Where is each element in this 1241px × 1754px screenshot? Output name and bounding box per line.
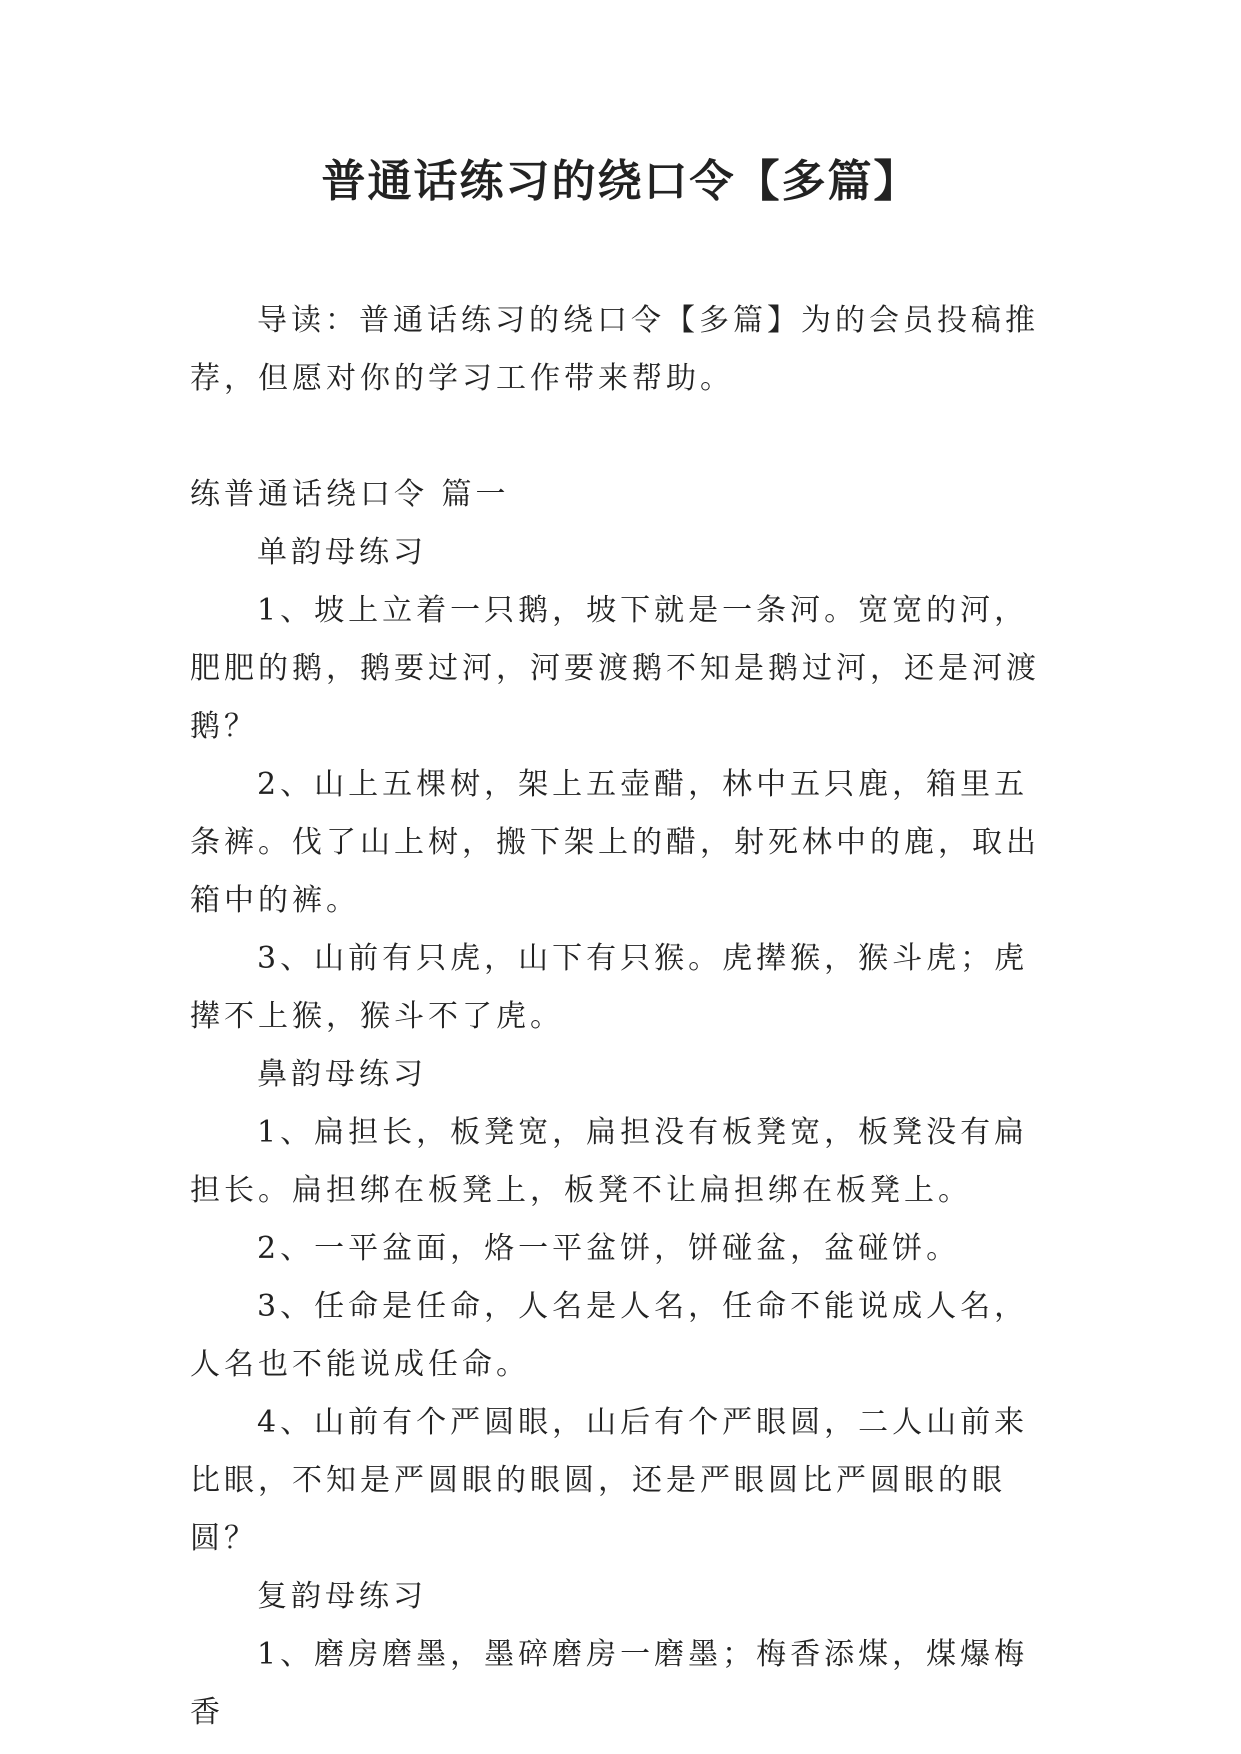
paragraph-item: 2、一平盆面，烙一平盆饼，饼碰盆，盆碰饼。 xyxy=(257,1231,961,1266)
subheading-single-vowel: 单韵母练习 xyxy=(257,535,427,570)
paragraph-item: 3、任命是任命，人名是人名，任命不能说成人名，人名也不能说成任命。 xyxy=(190,1289,1029,1382)
paragraph-item: 1、磨房磨墨，墨碎磨房一磨墨；梅香添煤，煤爆梅香 xyxy=(190,1637,1029,1730)
section-heading: 练普通话绕口令 篇一 xyxy=(190,477,510,512)
intro-paragraph: 导读：普通话练习的绕口令【多篇】为的会员投稿推荐，但愿对你的学习工作带来帮助。 xyxy=(190,303,1039,396)
paragraph-item: 1、坡上立着一只鹅，坡下就是一条河。宽宽的河，肥肥的鹅，鹅要过河，河要渡鹅不知是鹅过河，还是河渡鹅？ xyxy=(190,593,1040,744)
paragraph-item: 4、山前有个严圆眼，山后有个严眼圆，二人山前来比眼，不知是严圆眼的眼圆，还是严眼圆比严圆眼的眼圆？ xyxy=(190,1405,1029,1556)
section-one xyxy=(190,466,1050,1742)
paragraph-item: 2、山上五棵树，架上五壶醋，林中五只鹿，箱里五条裤。伐了山上树，搬下架上的醋，射死林中的鹿，取出箱中的裤。 xyxy=(190,767,1040,918)
document-title: 普通话练习的绕口令【多篇】 xyxy=(321,156,920,207)
paragraph-item: 3、山前有只虎，山下有只猴。虎撵猴，猴斗虎；虎撵不上猴，猴斗不了虎。 xyxy=(190,941,1029,1034)
paragraph-item: 1、扁担长，板凳宽，扁担没有板凳宽，板凳没有扁担长。扁担绑在板凳上，板凳不让扁担绑在板凳上。 xyxy=(190,1115,1029,1208)
subheading-compound-vowel: 复韵母练习 xyxy=(257,1579,427,1614)
subheading-nasal-vowel: 鼻韵母练习 xyxy=(257,1057,427,1092)
